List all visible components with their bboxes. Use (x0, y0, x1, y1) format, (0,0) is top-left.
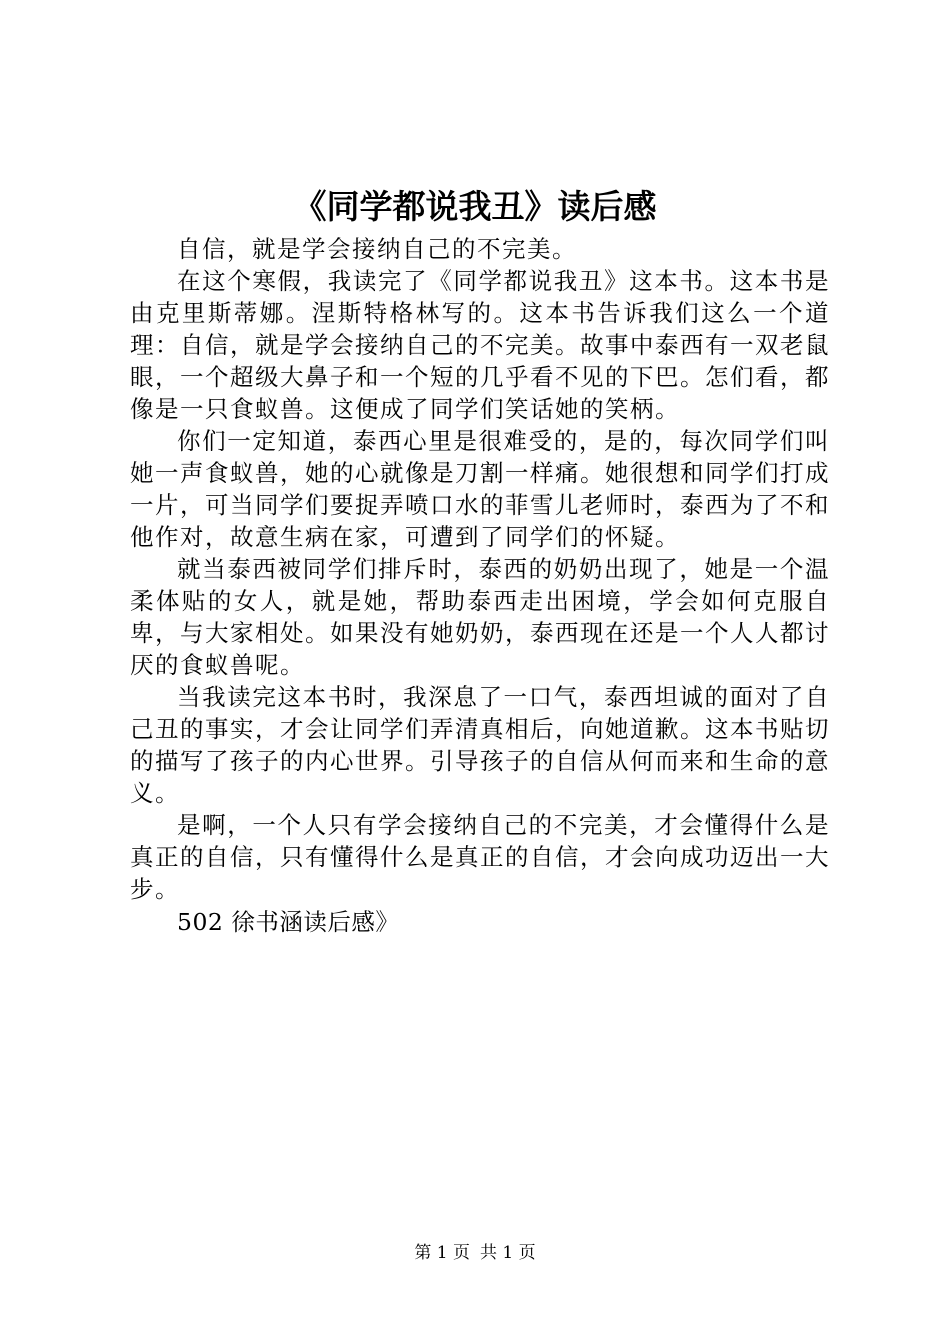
page-number: 第 1 页 (414, 1243, 470, 1263)
document-body (130, 233, 830, 938)
paragraph-3: 你们一定知道，泰西心里是很难受的，是的，每次同学们叫她一声食蚁兽，她的心就像是刀割一样痛。她很想和同学们打成一片，可当同学们要捉弄喷口水的菲雪儿老师时，泰西为了不和他作对，故意生病在家，可遭到了同学们的怀疑。 (130, 427, 830, 551)
page-total: 共 1 页 (480, 1243, 536, 1263)
document-title: 《同学都说我丑》读后感 (293, 187, 657, 226)
paragraph-6: 是啊，一个人只有学会接纳自己的不完美，才会懂得什么是真正的自信，只有懂得什么是真正的自信，才会向成功迈出一大步。 (130, 811, 830, 903)
paragraph-4: 就当泰西被同学们排斥时，泰西的奶奶出现了，她是一个温柔体贴的女人，就是她，帮助泰西走出困境，学会如何克服自卑，与大家相处。如果没有她奶奶，泰西现在还是一个人人都讨厌的食蚁兽呢。 (130, 555, 830, 679)
paragraph-2: 在这个寒假，我读完了《同学都说我丑》这本书。这本书是由克里斯蒂娜。涅斯特格林写的。这本书告诉我们这么一个道理：自信，就是学会接纳自己的不完美。故事中泰西有一双老鼠眼，一个超级大鼻子和一个短的几乎看不见的下巴。怎们看，都像是一只食蚁兽。这便成了同学们笑话她的笑柄。 (130, 267, 830, 423)
paragraph-1: 自信，就是学会接纳自己的不完美。 (177, 235, 577, 263)
page-footer (0, 1241, 950, 1265)
paragraph-5: 当我读完这本书时，我深息了一口气，泰西坦诚的面对了自己丑的事实，才会让同学们弄清真相后，向她道歉。这本书贴切的描写了孩子的内心世界。引导孩子的自信从何而来和生命的意义。 (130, 683, 830, 807)
author-signature: 502 徐书涵读后感》 (177, 908, 400, 936)
